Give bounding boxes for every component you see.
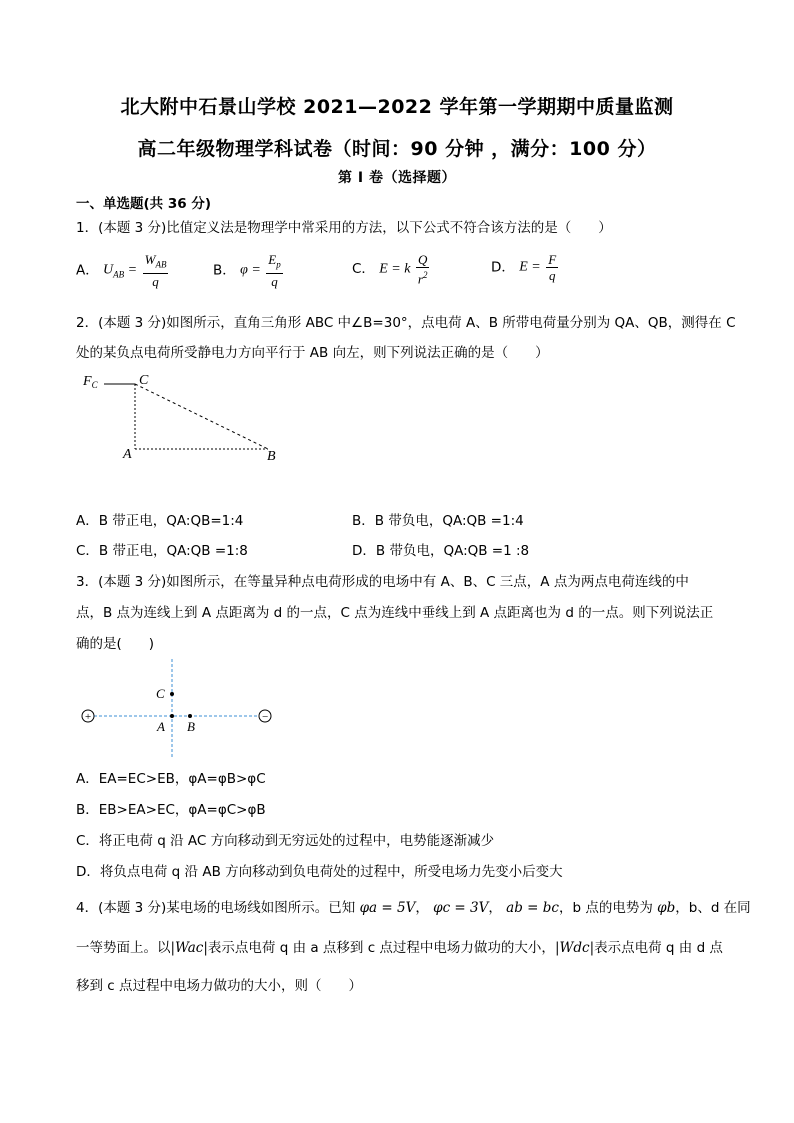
exam-subtitle: 高二年级物理学科试卷（时间：90 分钟 ，满分：100 分） xyxy=(137,138,657,160)
q1-b-num: E xyxy=(268,252,277,267)
q1-option-c-formula: E = k $\frac{Q}{r^2}$ xyxy=(379,252,428,287)
q3-option-b: B．EB>EA>EC，φA=φC>φB xyxy=(76,802,266,818)
q1-b-fraction xyxy=(266,252,282,289)
q1-c-den-sup: 2 xyxy=(422,270,428,280)
q1-option-c xyxy=(352,252,431,286)
q2-option-a: A．B 带正电，QA:QB=1:4 xyxy=(76,513,244,529)
q2-option-b: B．B 带负电，QA:QB =1:4 xyxy=(352,513,524,529)
q4-w-dc: |Wdc| xyxy=(554,940,595,956)
q4-sep: ， xyxy=(415,900,429,916)
q3-minus-sign: − xyxy=(261,711,269,723)
q1-option-b-label: B． xyxy=(213,262,236,279)
q4-line2-text-b: 表示点电荷 q 由 a 点移到 c 点过程中电场力做功的大小， xyxy=(207,940,555,956)
q4-line1-text-b: ，b 点的电势为 xyxy=(558,900,653,916)
q1-option-d-formula: E = $\frac{F}{q}$ xyxy=(519,252,557,283)
q3-b-label: B xyxy=(187,719,195,734)
q1-c-fraction xyxy=(416,252,429,286)
q4-line2-text-a: 一等势面上。以 xyxy=(76,940,171,956)
q1-d-fraction xyxy=(546,252,558,283)
q3-plus-sign: + xyxy=(84,711,92,723)
q4-w-ac: |Wac| xyxy=(170,940,208,956)
q1-a-fraction xyxy=(143,252,169,289)
q2-option-d: D．B 带负电，QA:QB =1 :8 xyxy=(352,543,530,559)
q1-option-c-label: C． xyxy=(352,261,375,278)
q1-b-den: q xyxy=(271,273,278,289)
q1-c-den: r xyxy=(417,271,423,287)
q1-c-lhs: E xyxy=(379,261,388,277)
q4-line1-text-a: 4．(本题 3 分)某电场的电场线如图所示。已知 xyxy=(76,900,356,916)
q1-option-d-label: D． xyxy=(491,259,515,276)
q3-stem-line1: 3．(本题 3 分)如图所示，在等量异种点电荷形成的电场中有 A、B、C 三点，A 点为两点电荷连线的中 xyxy=(76,574,689,590)
q2-b-label: B xyxy=(267,449,276,464)
q1-option-b-formula: φ = $\frac{E_p}{q}$ xyxy=(240,252,281,289)
q2-c-label: C xyxy=(139,373,149,388)
q1-option-a-label: A． xyxy=(76,262,99,279)
q2-fc-label: $F_C$ xyxy=(83,374,98,390)
q3-point-c xyxy=(170,692,174,696)
q2-a-label: A xyxy=(123,447,132,462)
q3-option-d: D．将负点电荷 q 沿 AB 方向移动到负电荷处的过程中，所受电场力先变小后变大 xyxy=(76,864,563,880)
q1-a-lhs: U xyxy=(103,262,114,278)
q4-stem-line2 xyxy=(76,936,723,956)
q1-d-lhs: E xyxy=(519,259,528,275)
q1-stem: 1．(本题 3 分)比值定义法是物理学中常采用的方法，以下公式不符合该方法的是（ ） xyxy=(76,220,612,236)
q3-stem-line3: 确的是( ) xyxy=(76,636,155,652)
q1-c-pre: k xyxy=(404,261,411,277)
q3-option-c: C．将正电荷 q 沿 AC 方向移动到无穷远处的过程中，电势能逐渐减少 xyxy=(76,833,495,849)
q3-point-a xyxy=(170,714,174,718)
q4-line2-text-c: 表示点电荷 q 由 d 点 xyxy=(594,940,723,956)
q4-stem-line3: 移到 c 点过程中电场力做功的大小，则（ ） xyxy=(76,978,363,994)
q3-field-figure xyxy=(76,655,286,760)
q4-phi-b: φb xyxy=(657,900,676,916)
q1-c-num: Q xyxy=(417,252,428,267)
q1-d-den: q xyxy=(548,268,556,283)
exam-title: 北大附中石景山学校 2021—2022 学年第一学期期中质量监测 xyxy=(120,96,674,118)
q2-stem-line1: 2．(本题 3 分)如图所示，直角三角形 ABC 中∠B=30°，点电荷 A、B 所带电荷量分别为 QA、QB，测得在 C xyxy=(76,315,736,331)
q3-stem-line2: 点，B 点为连线上到 A 点距离为 d 的一点，C 点为连线中垂线上到 A 点距离也为 d 的一点。则下列说法正 xyxy=(76,605,714,621)
q4-line1-text-c: ，b、d 在同 xyxy=(675,900,751,916)
q1-a-num: W xyxy=(144,252,156,267)
q3-point-b xyxy=(188,714,192,718)
q4-sep-2: ， xyxy=(488,900,502,916)
q4-phi-a: φa = 5V xyxy=(359,900,416,916)
q2-option-c: C．B 带正电，QA:QB =1:8 xyxy=(76,543,248,559)
q1-option-a xyxy=(76,252,170,289)
q1-b-lhs: φ xyxy=(240,262,248,278)
q1-d-num: F xyxy=(548,252,557,267)
q1-a-den: q xyxy=(152,273,159,289)
q1-b-num-sub: p xyxy=(276,259,281,270)
q3-c-label: C xyxy=(156,686,165,701)
q1-a-num-sub: AB xyxy=(155,259,167,270)
volume-heading: 第 I 卷（选择题） xyxy=(338,170,456,186)
q1-option-d xyxy=(491,252,560,283)
q4-phi-c: φc = 3V xyxy=(433,900,489,916)
q4-stem-line1 xyxy=(76,896,751,916)
q2-side-bc xyxy=(135,384,268,449)
q3-a-label: A xyxy=(157,719,165,734)
q1-a-lhs-sub: AB xyxy=(113,269,125,280)
q1-option-a-formula: $U_{AB}$ = $\frac{W_{AB}}{q}$ xyxy=(103,252,167,289)
q1-option-b xyxy=(213,252,285,289)
q2-triangle-figure xyxy=(76,365,296,465)
q2-stem-line2: 处的某负点电荷所受静电力方向平行于 AB 向左，则下列说法正确的是（ ） xyxy=(76,345,549,361)
q3-option-a: A．EA=EC>EB，φA=φB>φC xyxy=(76,771,266,787)
q4-ab-bc: ab = bc xyxy=(506,900,559,916)
section-heading: 一、单选题(共 36 分) xyxy=(76,196,212,212)
